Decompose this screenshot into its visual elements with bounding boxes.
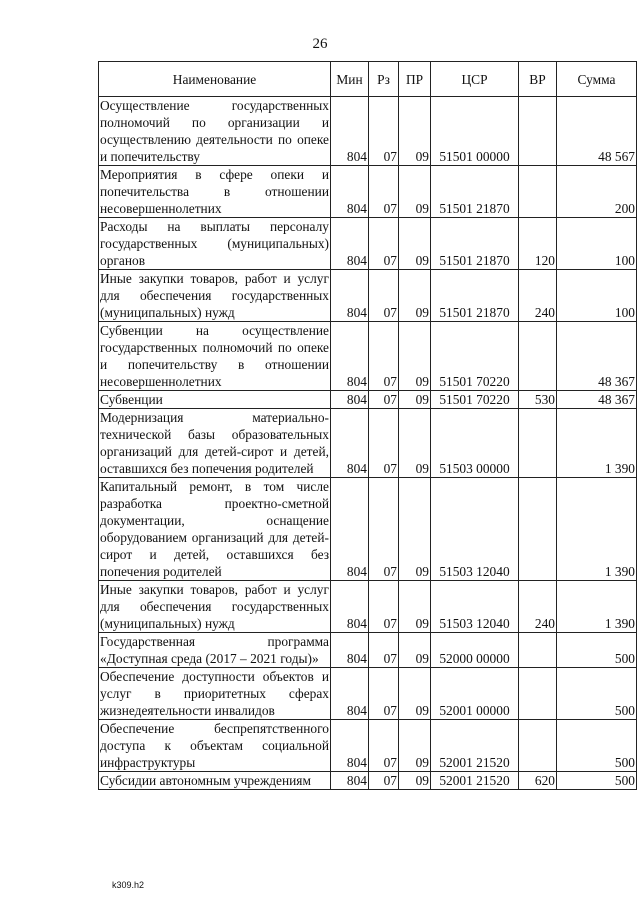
header-min: Мин — [331, 62, 369, 97]
cell-sum: 1 390 — [557, 581, 637, 633]
cell-name: Иные закупки товаров, работ и услуг для обеспечения государственных (муниципальных) нужд — [100, 582, 329, 631]
cell-min: 804 — [331, 218, 369, 270]
cell-min: 804 — [331, 166, 369, 218]
cell-sum: 500 — [557, 633, 637, 668]
cell-vr — [519, 633, 557, 668]
cell-vr: 620 — [519, 772, 557, 790]
cell-pr: 09 — [399, 720, 431, 772]
page-number: 26 — [312, 36, 328, 52]
cell-csr: 52000 00000 — [431, 633, 519, 668]
cell-sum: 48 367 — [557, 391, 637, 409]
table-row — [99, 97, 637, 166]
cell-vr — [519, 720, 557, 772]
cell-pr: 09 — [399, 322, 431, 391]
table-row — [99, 166, 637, 218]
cell-name: Субсидии автономным учреждениям — [99, 772, 331, 790]
cell-rz: 07 — [369, 97, 399, 166]
cell-csr: 51501 00000 — [431, 97, 519, 166]
table-row — [99, 478, 637, 581]
cell-rz: 07 — [369, 720, 399, 772]
cell-vr: 240 — [519, 581, 557, 633]
cell-name: Обеспечение доступности объектов и услуг в приоритетных сферах жизнедеятельности инвалидов — [100, 669, 329, 718]
cell-csr: 51501 21870 — [431, 166, 519, 218]
cell-rz: 07 — [369, 218, 399, 270]
cell-csr: 51501 21870 — [431, 270, 519, 322]
cell-csr: 51503 00000 — [431, 409, 519, 478]
cell-min: 804 — [331, 97, 369, 166]
cell-csr: 51503 12040 — [431, 581, 519, 633]
cell-sum: 100 — [557, 270, 637, 322]
cell-rz: 07 — [369, 166, 399, 218]
cell-rz: 07 — [369, 270, 399, 322]
cell-name: Модернизация материально-технической базы образовательных организаций для детей-сирот и детей, оставшихся без попечения родителей — [100, 410, 329, 476]
header-sum: Сумма — [557, 62, 637, 97]
cell-sum: 500 — [557, 668, 637, 720]
cell-vr: 120 — [519, 218, 557, 270]
cell-sum: 500 — [557, 772, 637, 790]
cell-sum: 48 367 — [557, 322, 637, 391]
cell-min: 804 — [331, 633, 369, 668]
cell-pr: 09 — [399, 218, 431, 270]
table-row — [99, 409, 637, 478]
cell-vr: 240 — [519, 270, 557, 322]
cell-name: Государственная программа «Доступная среда (2017 – 2021 годы)» — [100, 634, 329, 666]
cell-csr: 52001 00000 — [431, 668, 519, 720]
cell-name: Расходы на выплаты персоналу государственных (муниципальных) органов — [100, 219, 329, 268]
cell-rz: 07 — [369, 633, 399, 668]
cell-pr: 09 — [399, 97, 431, 166]
table-row — [99, 720, 637, 772]
header-csr: ЦСР — [431, 62, 519, 97]
cell-pr: 09 — [399, 772, 431, 790]
cell-vr: 530 — [519, 391, 557, 409]
cell-pr: 09 — [399, 668, 431, 720]
table-body — [99, 97, 637, 790]
cell-rz: 07 — [369, 668, 399, 720]
header-pr: ПР — [399, 62, 431, 97]
cell-min: 804 — [331, 478, 369, 581]
cell-vr — [519, 478, 557, 581]
footer-code: k309.h2 — [112, 880, 145, 890]
table-row — [99, 668, 637, 720]
table-row — [99, 322, 637, 391]
cell-sum: 1 390 — [557, 409, 637, 478]
cell-csr: 51503 12040 — [431, 478, 519, 581]
cell-min: 804 — [331, 322, 369, 391]
cell-rz: 07 — [369, 581, 399, 633]
cell-vr — [519, 409, 557, 478]
cell-pr: 09 — [399, 166, 431, 218]
header-name: Наименование — [99, 62, 331, 97]
cell-sum: 1 390 — [557, 478, 637, 581]
cell-pr: 09 — [399, 581, 431, 633]
cell-name: Иные закупки товаров, работ и услуг для обеспечения государственных (муниципальных) нужд — [100, 271, 329, 320]
table-row — [99, 772, 637, 790]
cell-pr: 09 — [399, 478, 431, 581]
cell-sum: 500 — [557, 720, 637, 772]
cell-min: 804 — [331, 772, 369, 790]
table-row — [99, 633, 637, 668]
cell-name: Мероприятия в сфере опеки и попечительства в отношении несовершеннолетних — [100, 167, 329, 216]
cell-rz: 07 — [369, 772, 399, 790]
header-vr: ВР — [519, 62, 557, 97]
cell-name: Капитальный ремонт, в том числе разработка проектно-сметной документации, оснащение оборудованием организаций для детей-сирот и детей, оставшихся без попечения родителей — [100, 479, 329, 579]
cell-csr: 52001 21520 — [431, 772, 519, 790]
cell-csr: 51501 70220 — [431, 391, 519, 409]
cell-sum: 100 — [557, 218, 637, 270]
cell-sum: 200 — [557, 166, 637, 218]
table-row — [99, 218, 637, 270]
cell-name: Субвенции — [99, 391, 331, 409]
table-row — [99, 391, 637, 409]
cell-vr — [519, 668, 557, 720]
cell-vr — [519, 166, 557, 218]
cell-name: Осуществление государственных полномочий по организации и осуществлению деятельности по опеке и попечительству — [100, 98, 329, 164]
cell-rz: 07 — [369, 322, 399, 391]
cell-min: 804 — [331, 720, 369, 772]
cell-vr — [519, 97, 557, 166]
cell-rz: 07 — [369, 478, 399, 581]
table-header-row — [99, 62, 637, 97]
cell-name: Субвенции на осуществление государственных полномочий по опеке и попечительству в отношении несовершеннолетних — [100, 323, 329, 389]
cell-rz: 07 — [369, 391, 399, 409]
cell-pr: 09 — [399, 409, 431, 478]
header-rz: Рз — [369, 62, 399, 97]
table-row — [99, 581, 637, 633]
budget-table — [98, 61, 637, 790]
table-row — [99, 270, 637, 322]
cell-pr: 09 — [399, 633, 431, 668]
cell-name: Обеспечение беспрепятственного доступа к объектам социальной инфраструктуры — [100, 721, 329, 770]
cell-min: 804 — [331, 391, 369, 409]
cell-min: 804 — [331, 270, 369, 322]
cell-csr: 52001 21520 — [431, 720, 519, 772]
cell-pr: 09 — [399, 270, 431, 322]
cell-rz: 07 — [369, 409, 399, 478]
cell-min: 804 — [331, 409, 369, 478]
cell-csr: 51501 21870 — [431, 218, 519, 270]
cell-min: 804 — [331, 581, 369, 633]
cell-pr: 09 — [399, 391, 431, 409]
cell-csr: 51501 70220 — [431, 322, 519, 391]
cell-vr — [519, 322, 557, 391]
cell-sum: 48 567 — [557, 97, 637, 166]
cell-min: 804 — [331, 668, 369, 720]
